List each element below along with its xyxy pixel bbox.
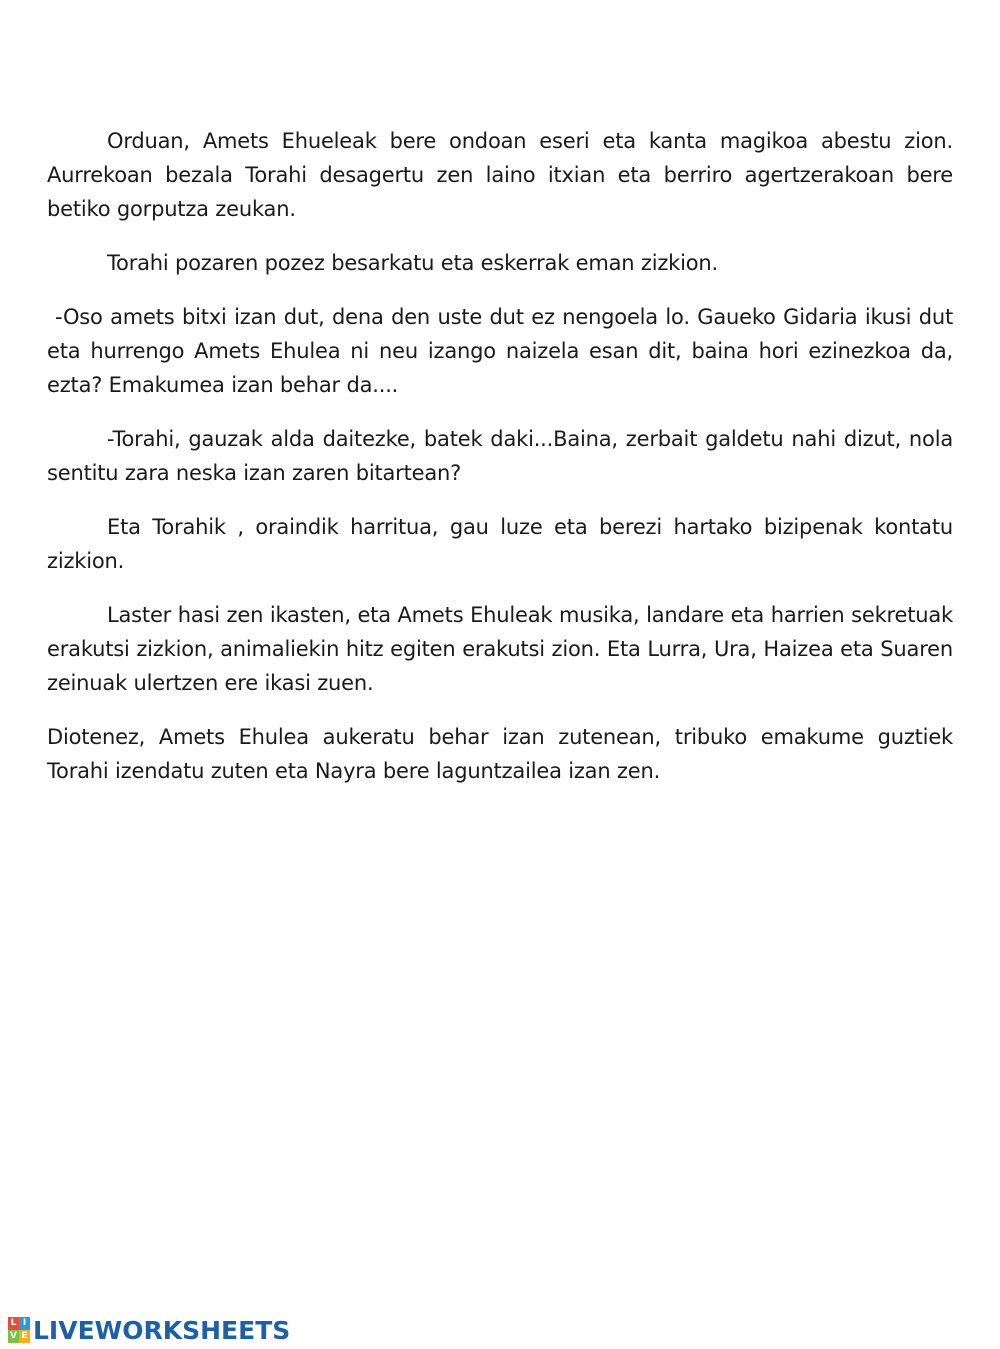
logo-mark-letter: L [8, 1317, 19, 1330]
logo-mark-letter: E [19, 1330, 30, 1343]
story-text [47, 124, 953, 808]
logo-text: LIVEWORKSHEETS [33, 1315, 291, 1345]
paragraph-4: -Torahi, gauzak alda daitezke, batek daki...Baina, zerbait galdetu nahi dizut, nola sentitu zara neska izan zaren bitartean? [47, 427, 953, 485]
paragraph-3: -Oso amets bitxi izan dut, dena den uste dut ez nengoela lo. Gaueko Gidaria ikusi dut eta hurrengo Amets Ehulea ni neu izango naizela esan dit, baina hori ezinezkoa da, ezta? Emakumea izan behar da.... [47, 305, 953, 397]
paragraph-5: Eta Torahik , oraindik harritua, gau luze eta berezi hartako bizipenak kontatu zizkion. [47, 515, 953, 573]
logo-mark-letter: V [8, 1330, 19, 1343]
paragraph-6: Laster hasi zen ikasten, eta Amets Ehuleak musika, landare eta harrien sekretuak erakutsi zizkion, animaliekin hitz egiten erakutsi zion. Eta Lurra, Ura, Haizea eta Suaren zeinuak ulertzen ere ikasi zuen. [47, 603, 953, 695]
liveworksheets-logo[interactable] [8, 1316, 290, 1344]
logo-mark-letter: I [19, 1317, 30, 1330]
paragraph-2: Torahi pozaren pozez besarkatu eta eskerrak eman zizkion. [107, 251, 719, 275]
paragraph-1: Orduan, Amets Ehueleak bere ondoan eseri eta kanta magikoa abestu zion. Aurrekoan bezala Torahi desagertu zen laino itxian eta berriro agertzerakoan bere betiko gorputza zeukan. [47, 129, 953, 221]
paragraph-7: Diotenez, Amets Ehulea aukeratu behar izan zutenean, tribuko emakume guztiek Torahi izendatu zuten eta Nayra bere laguntzailea izan zen. [47, 725, 953, 783]
logo-mark-icon [8, 1317, 30, 1343]
